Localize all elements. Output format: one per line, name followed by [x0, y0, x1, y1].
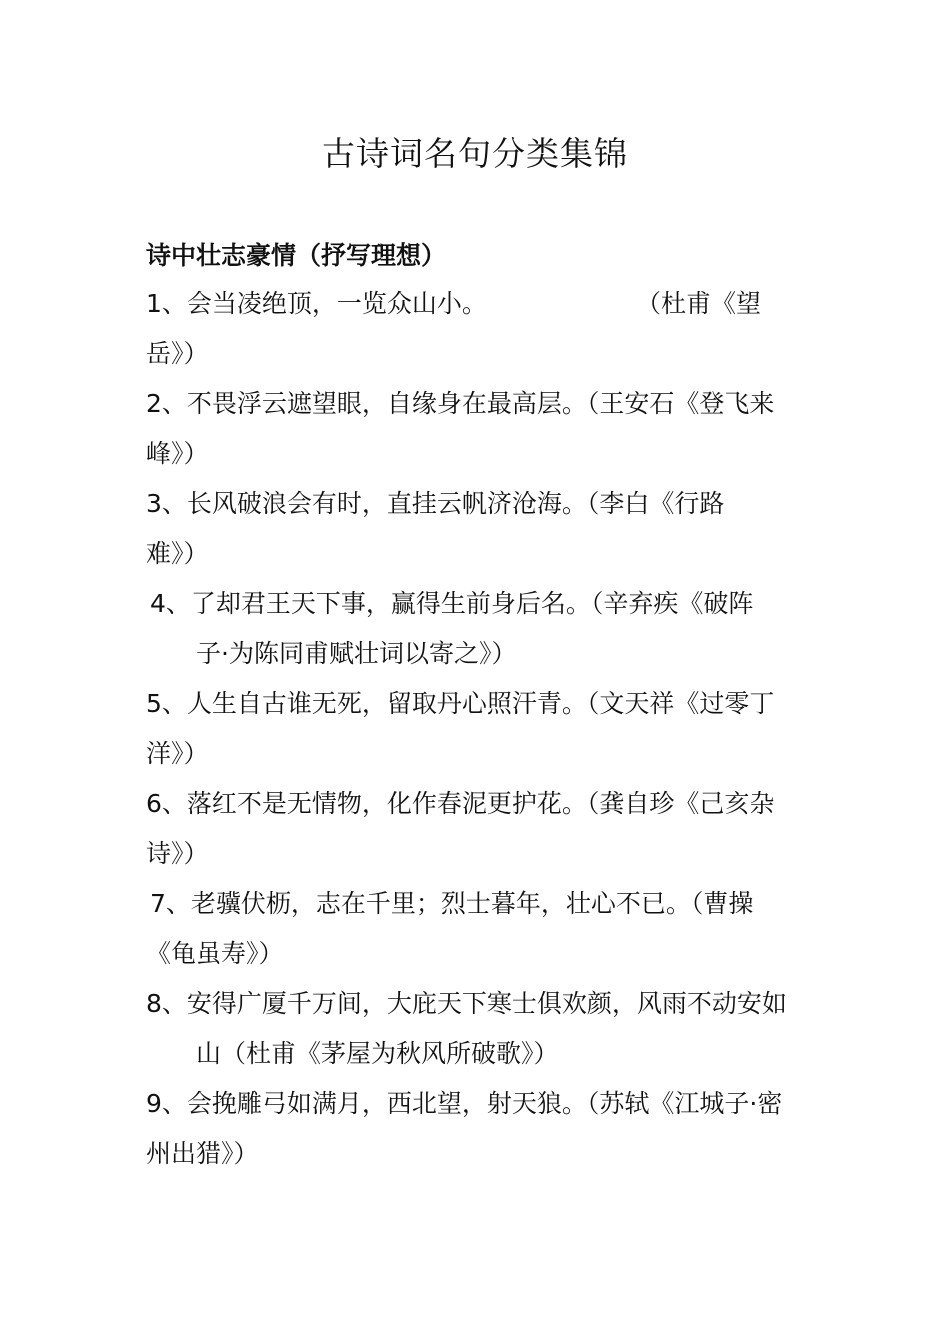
poem-line-7-cont: 《龟虽寿》） — [146, 939, 284, 968]
poem-line-6-cont: 诗》） — [146, 839, 209, 868]
poem-line-5-cont: 洋》） — [146, 739, 209, 768]
poem-line-2: 2、不畏浮云遮望眼，自缘身在最高层。（王安石《登飞来 — [146, 389, 775, 418]
poem-line-2-cont: 峰》） — [146, 439, 209, 468]
poem-line-3: 3、长风破浪会有时，直挂云帆济沧海。（李白《行路 — [146, 489, 725, 518]
poem-line-1-cont: 岳》） — [146, 339, 209, 368]
poem-line-4: 4、了却君王天下事，赢得生前身后名。（辛弃疾《破阵 — [150, 589, 754, 618]
document-title: 古诗词名句分类集锦 — [322, 134, 628, 173]
poem-source: （杜甫《望 — [636, 289, 762, 318]
poem-line-7: 7、老骥伏枥，志在千里；烈士暮年，壮心不已。（曹操 — [150, 889, 754, 918]
section-heading: 诗中壮志豪情（抒写理想） — [146, 241, 447, 270]
poem-line-4-cont: 子·为陈同甫赋壮词以寄之》） — [196, 639, 517, 668]
poem-line-1 — [146, 280, 762, 328]
poem-verse: 1、会当凌绝顶，一览众山小。 — [146, 289, 487, 318]
poem-line-8-cont: 山（杜甫《茅屋为秋风所破歌》） — [196, 1039, 559, 1068]
poem-line-6: 6、落红不是无情物，化作春泥更护花。（龚自珍《己亥杂 — [146, 789, 775, 818]
poem-line-3-cont: 难》） — [146, 539, 209, 568]
poem-line-9: 9、会挽雕弓如满月，西北望，射天狼。（苏轼《江城子·密 — [146, 1089, 783, 1118]
poem-line-9-cont: 州出猎》） — [146, 1139, 259, 1168]
poem-line-8: 8、安得广厦千万间，大庇天下寒士俱欢颜，风雨不动安如 — [146, 989, 787, 1018]
poem-line-5: 5、人生自古谁无死，留取丹心照汗青。（文天祥《过零丁 — [146, 689, 775, 718]
